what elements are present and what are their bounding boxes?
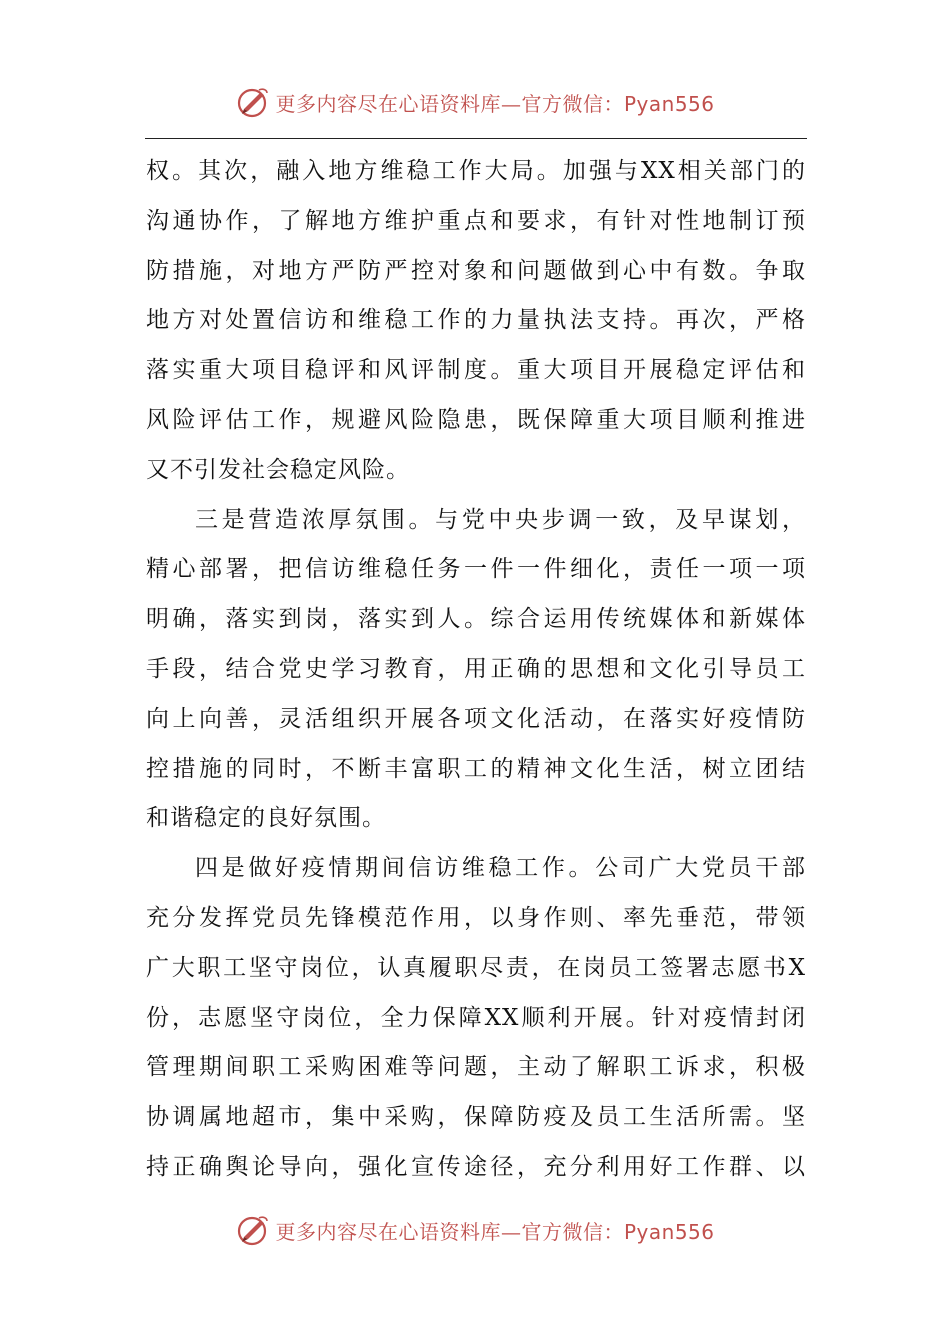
text-line: 风险评估工作，规避风险隐患，既保障重大项目顺利推进: [146, 406, 806, 433]
text-line: 明确，落实到岗，落实到人。综合运用传统媒体和新媒体: [146, 606, 806, 633]
paragraph-heading-line: 三是营造浓厚氛围。与党中央步调一致，及早谋划，: [195, 506, 806, 533]
header-wechat-id: Pyan556: [623, 91, 715, 116]
text-line: 防措施，对地方严防严控对象和问题做到心中有数。争取: [146, 257, 806, 284]
text-line: 协调属地超市，集中采购，保障防疫及员工生活所需。坚: [146, 1104, 806, 1131]
header-banner: [0, 82, 950, 122]
text-line: 充分发挥党员先锋模范作用，以身作则、率先垂范，带领: [146, 904, 806, 931]
header-banner-text: 更多内容尽在心语资料库—官方微信：Pyan556: [275, 91, 715, 116]
text-line: 手段，结合党史学习教育，用正确的思想和文化引导员工: [146, 655, 806, 682]
text-line: 持正确舆论导向，强化宣传途径，充分利用好工作群、以: [146, 1153, 806, 1180]
text-line: 地方对处置信访和维稳工作的力量执法支持。再次，严格: [146, 307, 806, 334]
text-line: 管理期间职工采购困难等问题，主动了解职工诉求，积极: [146, 1054, 806, 1081]
text-line: 控措施的同时，不断丰富职工的精神文化生活，树立团结: [146, 755, 806, 782]
footer-wechat-id: Pyan556: [623, 1219, 715, 1244]
document-body: [146, 147, 806, 1193]
text-line: 和谐稳定的良好氛围。: [146, 805, 386, 832]
footer-banner: [0, 1210, 950, 1250]
text-line: 精心部署，把信访维稳任务一件一件细化，责任一项一项: [146, 556, 806, 583]
pen-logo-icon: [235, 84, 271, 120]
text-line: 广大职工坚守岗位，认真履职尽责，在岗员工签署志愿书X: [146, 954, 806, 981]
pen-logo-icon: [235, 1212, 271, 1248]
text-line: 又不引发社会稳定风险。: [146, 456, 410, 483]
footer-banner-text: 更多内容尽在心语资料库—官方微信：Pyan556: [275, 1219, 715, 1244]
text-line: 份，志愿坚守岗位，全力保障XX顺利开展。针对疫情封闭: [146, 1004, 806, 1031]
text-line: 沟通协作，了解地方维护重点和要求，有针对性地制订预: [146, 207, 806, 234]
text-line: 权。其次，融入地方维稳工作大局。加强与XX相关部门的: [146, 158, 806, 184]
paragraph-heading-line: 四是做好疫情期间信访维稳工作。公司广大党员干部: [195, 855, 806, 882]
text-line: 落实重大项目稳评和风评制度。重大项目开展稳定评估和: [146, 357, 806, 384]
header-divider: [145, 138, 807, 139]
text-line: 向上向善，灵活组织开展各项文化活动，在落实好疫情防: [146, 705, 806, 732]
